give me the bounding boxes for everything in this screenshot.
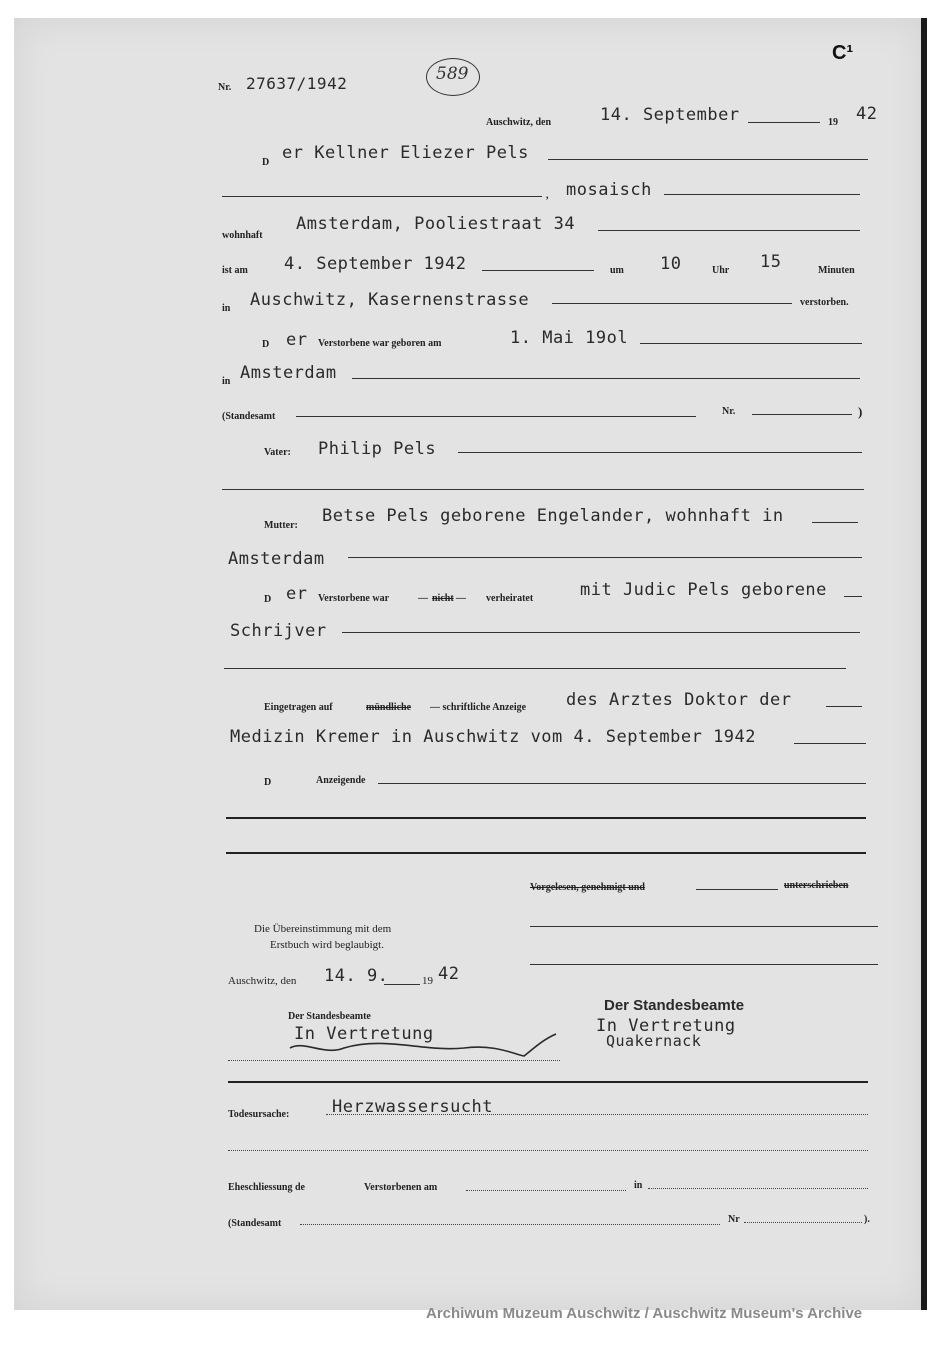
religion-line — [664, 194, 860, 195]
read-label-a: Vorgelesen, genehmigt und — [530, 882, 645, 893]
left-official-value: In Vertretung — [294, 1024, 434, 1044]
mother-value-2: Amsterdam — [228, 549, 325, 569]
minute-value: 15 — [760, 252, 782, 272]
footer-nr-line — [744, 1222, 862, 1223]
footer-nr-label: Nr — [728, 1214, 740, 1225]
standesamt-nr-label: Nr. — [722, 406, 736, 417]
marriage-footer-label-b: Verstorbenen am — [364, 1182, 438, 1193]
certify-line-1: Die Übereinstimmung mit dem — [254, 923, 392, 935]
handwritten-signature-stroke — [284, 1030, 564, 1064]
born-date: 1. Mai 19ol — [510, 328, 629, 348]
blank-line — [222, 196, 542, 197]
place-date-label: Auschwitz, den — [486, 117, 552, 128]
read-line — [696, 889, 778, 890]
residence-line — [598, 230, 860, 231]
informant-label: Anzeigende — [316, 775, 366, 786]
registration-muendliche: mündliche — [366, 702, 412, 713]
informant-line-2 — [226, 817, 866, 819]
marriage-date-line — [466, 1190, 626, 1191]
died-label: ist am — [222, 265, 248, 276]
spouse-line-2 — [342, 632, 860, 633]
marriage-er: er — [286, 584, 308, 604]
deceased-name: er Kellner Eliezer Pels — [282, 143, 529, 163]
sheet-shadow — [921, 18, 927, 1310]
comma: , — [546, 190, 549, 201]
certify-year-prefix: 19 — [422, 975, 433, 987]
cause-value: Herzwassersucht — [332, 1097, 494, 1117]
standesamt-label: (Standesamt — [222, 411, 276, 422]
footer-standesamt-line — [300, 1224, 720, 1225]
circled-number: 589 — [436, 64, 469, 84]
right-official-label: Der Standesbeamte — [604, 997, 745, 1014]
certify-year-suffix: 42 — [438, 964, 460, 984]
registration-label-b: — schriftliche Anzeige — [430, 702, 527, 713]
marriage-dash-1: — — [418, 593, 428, 604]
father-label: Vater: — [264, 447, 291, 458]
date-value: 14. September — [600, 105, 740, 125]
certify-date-line — [384, 984, 420, 985]
date-line — [748, 122, 820, 123]
corner-mark: C¹ — [832, 42, 854, 64]
uhr-label: Uhr — [712, 265, 730, 276]
footer-standesamt-label: (Standesamt — [228, 1218, 282, 1229]
marriage-place-line — [648, 1188, 868, 1189]
footer-close: ). — [864, 1214, 870, 1225]
death-place: Auschwitz, Kasernenstrasse — [250, 290, 530, 310]
cause-line-2 — [228, 1150, 868, 1151]
archive-credit: Archiwum Muzeum Auschwitz / Auschwitz Museum's Archive — [426, 1305, 863, 1322]
right-official-value-1: In Vertretung — [596, 1016, 736, 1036]
marriage-footer-in: in — [634, 1180, 643, 1191]
spouse-value-1: mit Judic Pels geborene — [580, 580, 827, 600]
standesamt-line — [296, 416, 696, 417]
died-date: 4. September 1942 — [284, 254, 467, 274]
marriage-nicht: nicht — [432, 593, 454, 604]
nr-value: 27637/1942 — [246, 74, 348, 93]
died-line — [482, 270, 594, 271]
marriage-footer-label-a: Eheschliessung de — [228, 1182, 305, 1193]
registration-line-end — [826, 706, 862, 707]
born-date-line — [640, 343, 862, 344]
informant-prefix: D — [264, 777, 272, 788]
um-label: um — [610, 265, 624, 276]
born-prefix: D — [262, 339, 270, 350]
spouse-line-end — [844, 596, 862, 597]
death-place-line — [552, 303, 792, 304]
minuten-label: Minuten — [818, 265, 855, 276]
marriage-dash-2: — — [456, 593, 466, 604]
registration-value-2: Medizin Kremer in Auschwitz vom 4. September 1942 — [230, 727, 757, 747]
standesamt-nr-line — [752, 414, 852, 415]
nr-label: Nr. — [218, 82, 232, 93]
left-official-label: Der Standesbeamte — [288, 1011, 371, 1022]
mother-label: Mutter: — [264, 520, 298, 531]
sign-line-2 — [530, 964, 878, 965]
born-in-label: in — [222, 376, 231, 387]
registration-value-1: des Arztes Doktor der — [566, 690, 792, 710]
religion-value: mosaisch — [566, 180, 652, 200]
father-value: Philip Pels — [318, 439, 437, 459]
mother-line-2 — [348, 557, 862, 558]
name-prefix: D — [262, 157, 270, 168]
marriage-prefix: D — [264, 594, 272, 605]
cause-label: Todesursache: — [228, 1109, 290, 1120]
mother-line-end — [812, 522, 858, 523]
cause-line — [326, 1114, 868, 1115]
year-suffix: 42 — [856, 104, 878, 124]
registration-label-a: Eingetragen auf — [264, 702, 333, 713]
read-label-b: unterschrieben — [784, 880, 849, 891]
born-place: Amsterdam — [240, 363, 337, 383]
marriage-label-a: Verstorbene war — [318, 593, 390, 604]
standesamt-close: ) — [858, 404, 863, 419]
year-prefix: 19 — [828, 117, 838, 128]
informant-line-3 — [226, 852, 866, 854]
marriage-label-b: verheiratet — [486, 593, 534, 604]
born-er: er — [286, 330, 308, 350]
sign-line-1 — [530, 926, 878, 927]
verstorben-label: verstorben. — [800, 297, 849, 308]
born-label: Verstorbene war geboren am — [318, 338, 442, 349]
spouse-line-3 — [224, 668, 846, 669]
informant-line — [378, 783, 866, 784]
left-official-line — [228, 1060, 560, 1061]
mother-value-1: Betse Pels geborene Engelander, wohnhaft in — [322, 506, 784, 526]
death-in-label: in — [222, 303, 231, 314]
name-line — [548, 159, 868, 160]
hour-value: 10 — [660, 254, 682, 274]
father-line-2 — [222, 489, 864, 490]
footer-divider — [228, 1081, 868, 1083]
born-place-line — [352, 378, 860, 379]
registration-line-2 — [794, 743, 866, 744]
residence-label: wohnhaft — [222, 230, 263, 241]
certify-date: 14. 9. — [324, 966, 389, 986]
spouse-value-2: Schrijver — [230, 621, 327, 641]
certify-line-2: Erstbuch wird beglaubigt. — [270, 939, 384, 951]
residence-value: Amsterdam, Pooliestraat 34 — [296, 214, 576, 234]
right-official-value-2: Quakernack — [606, 1032, 702, 1050]
certify-place-label: Auschwitz, den — [228, 975, 297, 987]
father-line — [458, 452, 862, 453]
